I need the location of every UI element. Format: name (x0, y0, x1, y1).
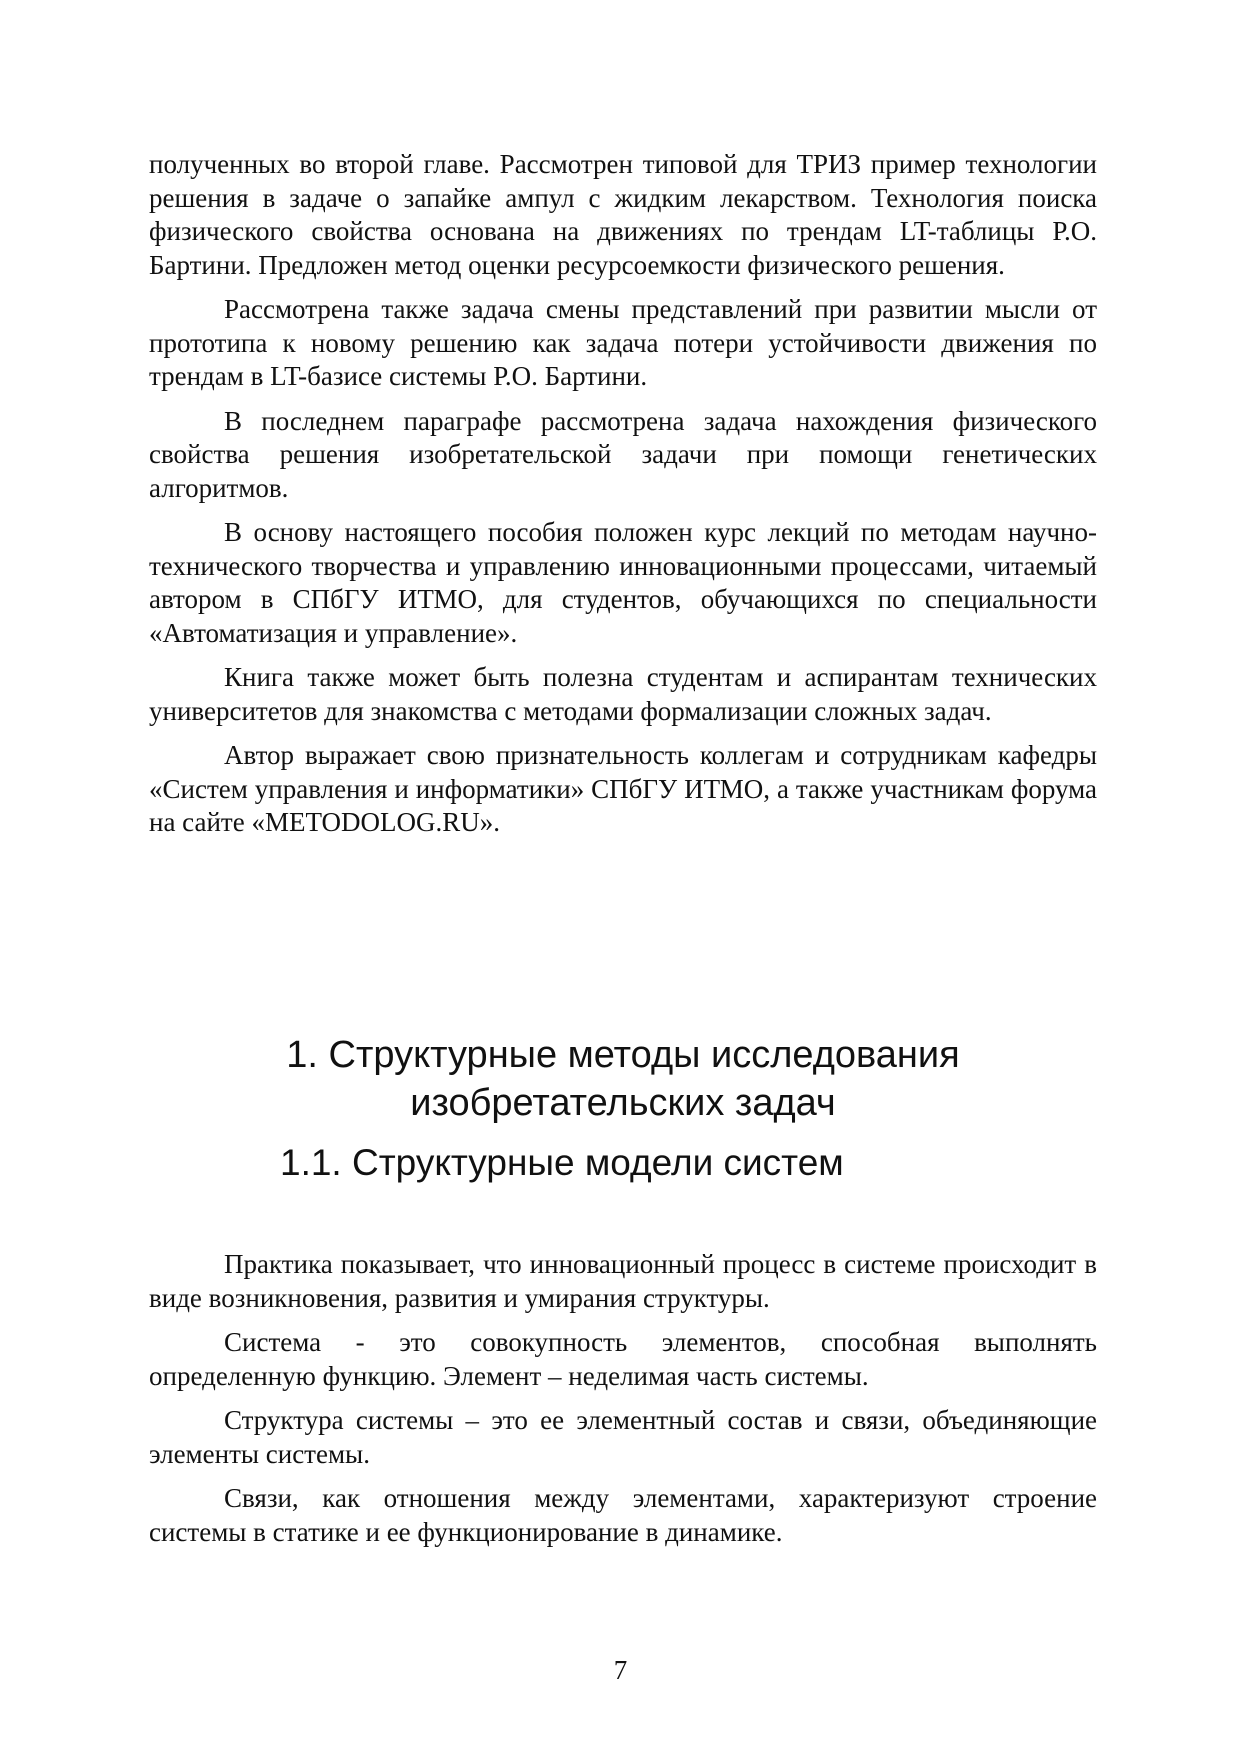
intro-paragraph-3: В последнем параграфе рассмотрена задача нахождения физического свойства решения изобретательской задачи при помощи генетических алгоритмов. (149, 405, 1097, 503)
intro-paragraph-4: В основу настоящего пособия положен курс лекций по методам научно-технического творчества и управлению инновационными процессами, читаемый автором в СПбГУ ИТМО, для студентов, обучающихся по специальности «Автоматизация и управление». (149, 517, 1097, 648)
chapter-title (149, 1031, 1097, 1127)
chapter-title-line-2: изобретательских задач (410, 1082, 836, 1124)
page-number: 7 (613, 1655, 628, 1685)
section-paragraph-2: Система - это совокупность элементов, способная выполнять определенную функцию. Элемент – неделимая часть системы. (149, 1327, 1097, 1391)
intro-paragraph-6: Автор выражает свою признательность коллегам и сотрудникам кафедры «Систем управления и информатики» СПбГУ ИТМО, а также участникам форума на сайте «METODOLOG.RU». (149, 740, 1097, 837)
section-paragraph-3: Структура системы – это ее элементный состав и связи, объединяющие элементы системы. (149, 1405, 1097, 1469)
intro-text-block (149, 148, 1097, 851)
intro-paragraph-2: Рассмотрена также задача смены представлений при развитии мысли от прототипа к новому решению как задача потери устойчивости движения по трендам в LT-базисе системы Р.О. Бартини. (149, 294, 1097, 391)
chapter-title-line-1: 1. Структурные методы исследования (286, 1034, 960, 1076)
intro-paragraph-5: Книга также может быть полезна студентам и аспирантам технических университетов для знакомства с методами формализации сложных задач. (149, 662, 1097, 726)
section-text-block (149, 1248, 1097, 1560)
section-paragraph-4: Связи, как отношения между элементами, характеризуют строение системы в статике и ее функционирование в динамике. (149, 1483, 1097, 1547)
intro-paragraph-1: полученных во второй главе. Рассмотрен типовой для ТРИЗ пример технологии решения в задаче о запайке ампул с жидким лекарством. Технология поиска физического свойства основана на движениях по трендам LT-таблицы Р.О. Бартини. Предложен метод оценки ресурсоемкости физического решения. (149, 149, 1097, 280)
section-title: 1.1. Структурные модели систем (280, 1142, 844, 1183)
section-paragraph-1: Практика показывает, что инновационный процесс в системе происходит в виде возникновения, развития и умирания структуры. (149, 1249, 1097, 1313)
